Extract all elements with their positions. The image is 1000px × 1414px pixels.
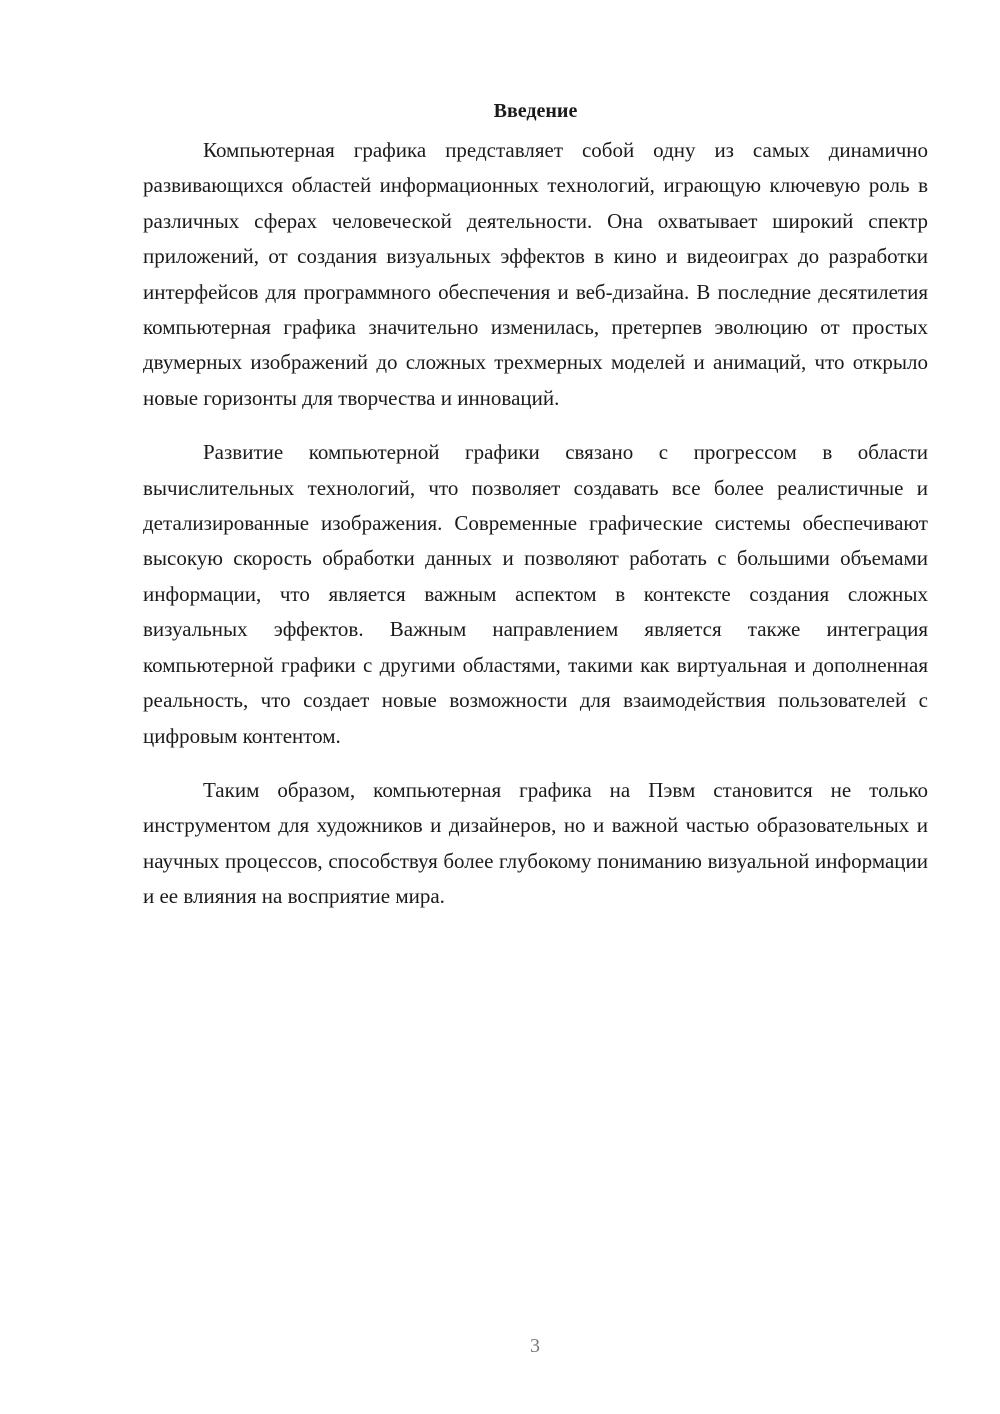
- paragraph-3: Таким образом, компьютерная графика на Пэвм становится не только инструментом для художников и дизайнеров, но и важной частью образовательных и научных процессов, способствуя более глубокому пониманию визуальной информации и ее влияния на восприятие мира.: [143, 777, 928, 909]
- page-number: 3: [530, 1335, 540, 1357]
- paragraph-1: Компьютерная графика представляет собой одну из самых динамично развивающихся областей информационных технологий, играющую ключевую роль в различных сферах человеческой деятельности. Она охватывает широкий спектр приложений, от создания визуальных эффектов в кино и видеоиграх до разработки интерфейсов для программного обеспечения и веб-дизайна. В последние десятилетия компьютерная графика значительно изменилась, претерпев эволюцию от простых двумерных изображений до сложных трехмерных моделей и анимаций, что открыло новые горизонты для творчества и инноваций.: [143, 138, 928, 410]
- paragraph-2: Развитие компьютерной графики связано с прогрессом в области вычислительных технологий, что позволяет создавать все более реалистичные и детализированные изображения. Современные графические системы обеспечивают высокую скорость обработки данных и позволяют работать с большими объемами информации, что является важным аспектом в контексте создания сложных визуальных эффектов. Важным направлением является также интеграция компьютерной графики с другими областями, такими как виртуальная и дополненная реальность, что создает новые возможности для взаимодействия пользователей с цифровым контентом.: [143, 440, 928, 748]
- page-content: [143, 96, 928, 934]
- section-title: Введение: [493, 100, 578, 122]
